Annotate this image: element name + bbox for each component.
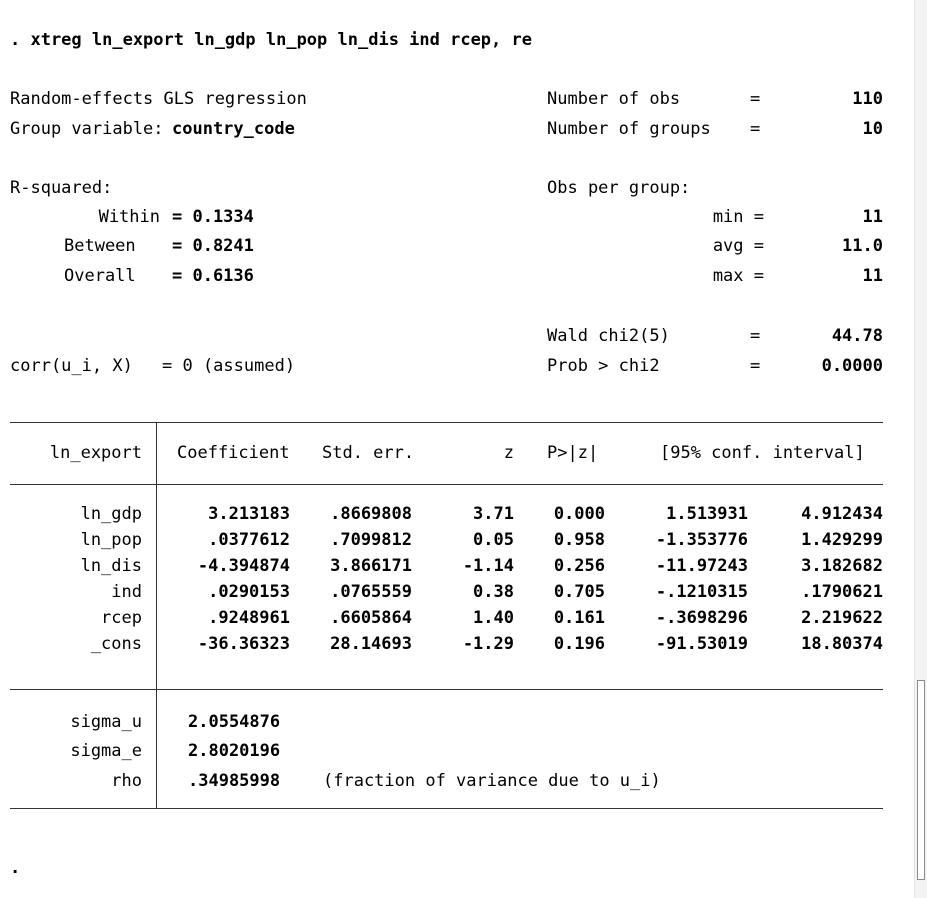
- row-z: 0.05: [473, 530, 514, 550]
- row-coefficient: -36.36323: [197, 634, 290, 654]
- row-ci-lower: 1.513931: [666, 504, 748, 524]
- row-ci-upper: .1790621: [801, 582, 883, 602]
- row-z: 0.38: [473, 582, 514, 602]
- rho-label: rho: [111, 771, 142, 791]
- row-std-err: .7099812: [330, 530, 412, 550]
- row-ci-lower: -1.353776: [655, 530, 748, 550]
- row-ci-upper: 1.429299: [801, 530, 883, 550]
- nobs-eq: =: [750, 89, 761, 109]
- row-variable: ind: [111, 582, 142, 602]
- table-top-rule: [10, 422, 883, 423]
- header-pvalue: P>|z|: [547, 443, 599, 463]
- scrollbar-thumb[interactable]: [917, 680, 925, 880]
- prob-value: 0.0000: [821, 356, 883, 376]
- row-std-err: .6605864: [330, 608, 412, 628]
- rho-note: (fraction of variance due to u_i): [323, 771, 661, 791]
- ngroups-label: Number of groups: [547, 119, 711, 139]
- row-coefficient: 3.213183: [208, 504, 290, 524]
- row-coefficient: .0377612: [208, 530, 290, 550]
- row-coefficient: .0290153: [208, 582, 290, 602]
- obs-avg-label: avg =: [712, 236, 764, 256]
- rsq-overall-label: Overall: [64, 266, 136, 286]
- row-coefficient: .9248961: [208, 608, 290, 628]
- prob-eq: =: [750, 356, 761, 376]
- sigma-e-label: sigma_e: [70, 741, 142, 761]
- corr-value: = 0 (assumed): [162, 356, 296, 376]
- row-pvalue: 0.958: [553, 530, 605, 550]
- nobs-value: 110: [852, 89, 883, 109]
- sigma-e-value: 2.8020196: [188, 741, 281, 761]
- rsq-between-label: Between: [64, 236, 136, 256]
- header-std-err: Std. err.: [322, 443, 415, 463]
- row-variable: ln_dis: [80, 556, 142, 576]
- rsq-between-value: = 0.8241: [172, 236, 254, 256]
- row-pvalue: 0.196: [553, 634, 605, 654]
- row-variable: ln_pop: [80, 530, 142, 550]
- row-std-err: .0765559: [330, 582, 412, 602]
- corr-label: corr(u_i, X): [10, 356, 133, 376]
- row-ci-lower: -11.97243: [655, 556, 748, 576]
- row-variable: _cons: [90, 634, 142, 654]
- wald-eq: =: [750, 326, 761, 346]
- wald-value: 44.78: [831, 326, 883, 346]
- group-variable-value: country_code: [172, 119, 295, 139]
- row-coefficient: -4.394874: [197, 556, 290, 576]
- row-pvalue: 0.705: [553, 582, 605, 602]
- wald-label: Wald chi2(5): [547, 326, 670, 346]
- command-prompt[interactable]: .: [10, 858, 21, 878]
- prob-label: Prob > chi2: [547, 356, 660, 376]
- row-ci-lower: -.3698296: [655, 608, 748, 628]
- row-z: -1.14: [462, 556, 514, 576]
- ngroups-value: 10: [862, 119, 883, 139]
- row-ci-upper: 18.80374: [801, 634, 883, 654]
- ngroups-eq: =: [750, 119, 761, 139]
- header-depvar: ln_export: [49, 443, 142, 463]
- rho-value: .34985998: [188, 771, 281, 791]
- command-line: . xtreg ln_export ln_gdp ln_pop ln_dis ind rcep, re: [10, 30, 532, 50]
- obs-avg-value: 11.0: [842, 236, 883, 256]
- rsq-overall-value: = 0.6136: [172, 266, 254, 286]
- nobs-label: Number of obs: [547, 89, 681, 109]
- sigma-u-label: sigma_u: [70, 712, 142, 732]
- row-ci-upper: 4.912434: [801, 504, 883, 524]
- header-z: z: [503, 443, 514, 463]
- rsq-within-value: = 0.1334: [172, 207, 254, 227]
- row-ci-upper: 2.219622: [801, 608, 883, 628]
- obs-min-value: 11: [862, 207, 883, 227]
- row-pvalue: 0.256: [553, 556, 605, 576]
- rsq-label: R-squared:: [10, 178, 113, 198]
- obs-per-group-label: Obs per group:: [547, 178, 691, 198]
- row-ci-lower: -91.53019: [655, 634, 748, 654]
- row-std-err: .8669808: [330, 504, 412, 524]
- row-ci-lower: -.1210315: [655, 582, 748, 602]
- row-std-err: 28.14693: [330, 634, 412, 654]
- regression-title: Random-effects GLS regression: [10, 89, 307, 109]
- group-variable-label: Group variable:: [10, 119, 164, 139]
- header-coefficient: Coefficient: [177, 443, 290, 463]
- row-std-err: 3.866171: [330, 556, 412, 576]
- row-z: 1.40: [473, 608, 514, 628]
- obs-max-label: max =: [712, 266, 764, 286]
- row-ci-upper: 3.182682: [801, 556, 883, 576]
- table-header-rule: [10, 484, 883, 485]
- row-z: -1.29: [462, 634, 514, 654]
- row-variable: ln_gdp: [80, 504, 142, 524]
- obs-max-value: 11: [862, 266, 883, 286]
- rsq-within-label: Within: [98, 207, 160, 227]
- row-pvalue: 0.000: [553, 504, 605, 524]
- header-conf-interval: [95% conf. interval]: [660, 443, 865, 463]
- row-pvalue: 0.161: [553, 608, 605, 628]
- table-bottom-rule: [10, 808, 883, 809]
- obs-min-label: min =: [712, 207, 764, 227]
- row-variable: rcep: [101, 608, 142, 628]
- sigma-u-value: 2.0554876: [188, 712, 281, 732]
- table-coef-rule: [10, 689, 883, 690]
- table-vertical-rule: [156, 422, 157, 809]
- row-z: 3.71: [473, 504, 514, 524]
